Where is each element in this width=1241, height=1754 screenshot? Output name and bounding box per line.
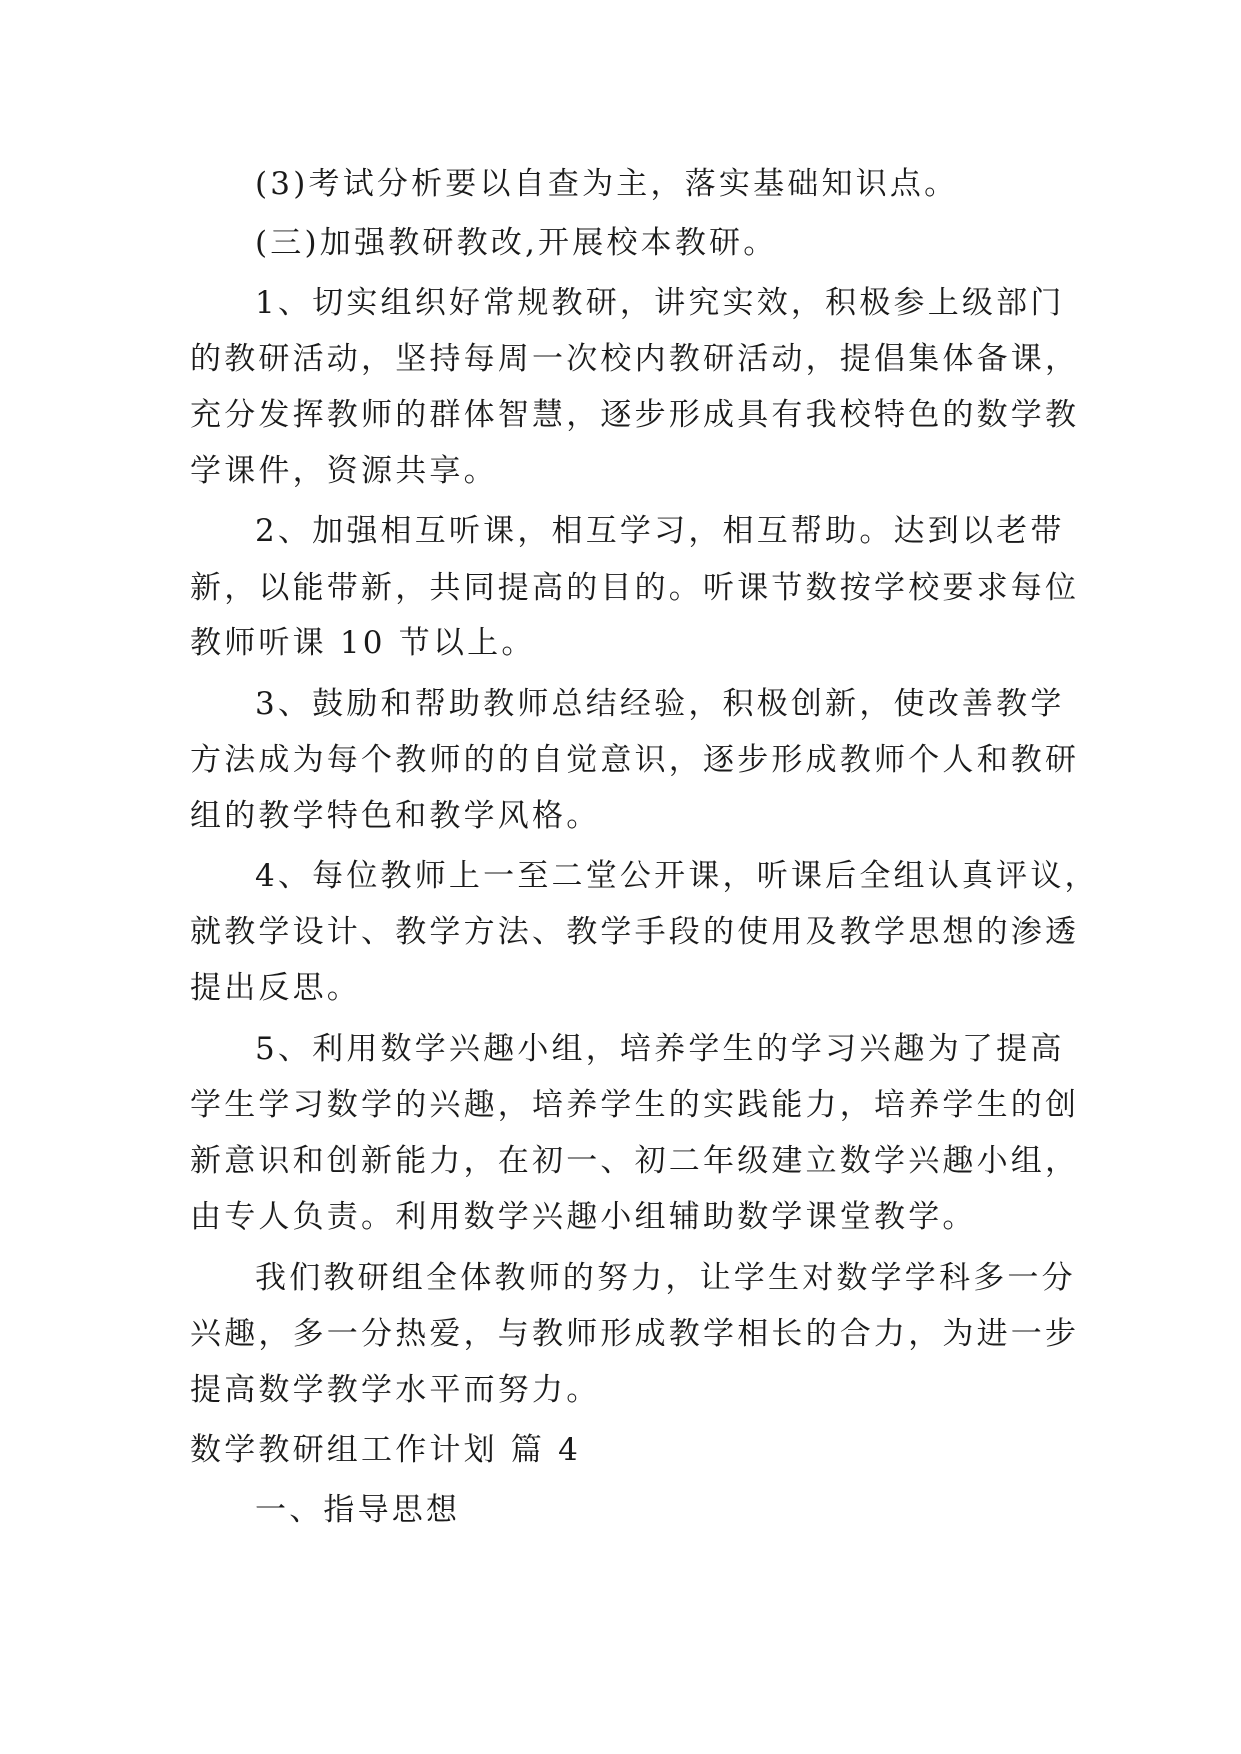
paragraph-line: 新，以能带新，共同提高的目的。听课节数按学校要求每位 — [190, 570, 1080, 606]
paragraph-line: 2、加强相互听课，相互学习，相互帮助。达到以老带 — [255, 513, 1065, 549]
paragraph-line: 5、利用数学兴趣小组，培养学生的学习兴趣为了提高 — [255, 1031, 1065, 1067]
paragraph-line: 由专人负责。利用数学兴趣小组辅助数学课堂教学。 — [190, 1199, 977, 1235]
paragraph-line: 充分发挥教师的群体智慧，逐步形成具有我校特色的数学教 — [190, 397, 1080, 433]
paragraph-line: 新意识和创新能力，在初一、初二年级建立数学兴趣小组， — [190, 1143, 1080, 1179]
paragraph-line: 组的教学特色和教学风格。 — [190, 798, 601, 834]
document-subtitle: 数学教研组工作计划 篇 4 — [190, 1432, 582, 1468]
paragraph-line: 3、鼓励和帮助教师总结经验，积极创新，使改善教学 — [255, 686, 1065, 722]
paragraph-line: 4、每位教师上一至二堂公开课，听课后全组认真评议， — [255, 858, 1099, 894]
paragraph-line: 的教研活动，坚持每周一次校内教研活动，提倡集体备课， — [190, 341, 1080, 377]
paragraph-line: 方法成为每个教师的的自觉意识，逐步形成教师个人和教研 — [190, 742, 1080, 778]
paragraph-line: 教师听课 10 节以上。 — [190, 625, 536, 661]
paragraph-line: 提高数学教学水平而努力。 — [190, 1372, 601, 1408]
paragraph-line: 学生学习数学的兴趣，培养学生的实践能力，培养学生的创 — [190, 1087, 1080, 1123]
section-heading: (三)加强教研教改,开展校本教研。 — [255, 225, 778, 261]
paragraph-line: 1、切实组织好常规教研，讲究实效，积极参上级部门 — [255, 285, 1065, 321]
paragraph-line: 兴趣，多一分热爱，与教师形成教学相长的合力，为进一步 — [190, 1316, 1080, 1352]
paragraph-line: 提出反思。 — [190, 970, 361, 1006]
paragraph-line: (3)考试分析要以自查为主，落实基础知识点。 — [255, 166, 959, 202]
section-heading: 一、指导思想 — [255, 1492, 461, 1528]
paragraph-line: 就教学设计、教学方法、教学手段的使用及教学思想的渗透 — [190, 914, 1080, 950]
paragraph-line: 我们教研组全体教师的努力，让学生对数学学科多一分 — [255, 1260, 1076, 1296]
paragraph-line: 学课件，资源共享。 — [190, 453, 498, 489]
